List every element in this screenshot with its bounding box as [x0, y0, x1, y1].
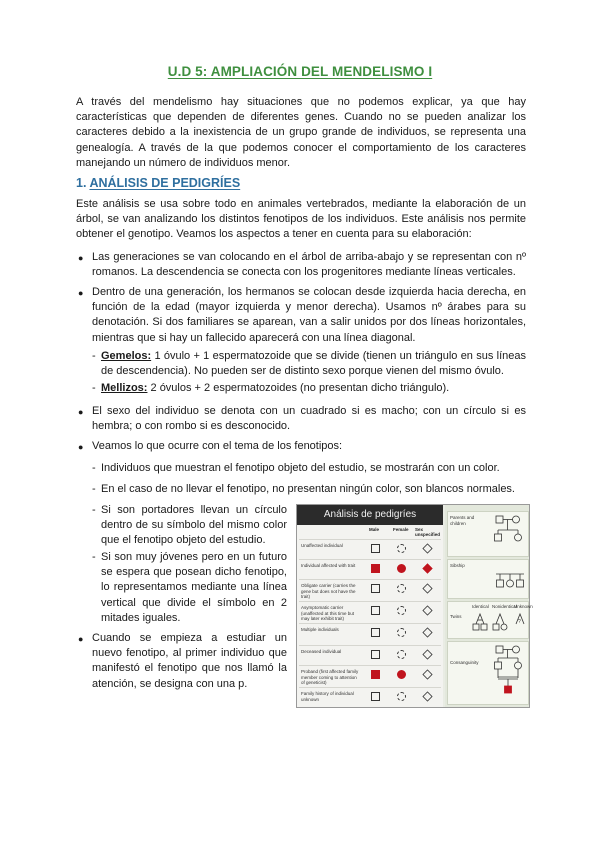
- note-parents: Parents and children: [450, 515, 475, 526]
- consanguinity-box: [447, 641, 529, 705]
- bullet-sex: El sexo del individuo se denota con un cuadrado si es macho; con un círculo si es hembra; o con rombo si es desconocido.: [92, 405, 526, 433]
- parents-box: [447, 511, 529, 557]
- multiple-unknown-icon: [422, 627, 432, 637]
- note-consanguinity: Consanguinity: [450, 660, 479, 665]
- symbol-row: [299, 559, 441, 578]
- note-identical: Identical: [472, 604, 489, 609]
- row-label: Individual affected with trait: [301, 563, 356, 568]
- col-male: Male: [369, 527, 380, 532]
- section-heading: [76, 176, 240, 190]
- bullet-phenotypes: Veamos lo que ocurre con el tema de los fenotipos:: [92, 440, 343, 452]
- dash-marker: -: [92, 551, 96, 563]
- proband-unknown-icon: [422, 669, 432, 679]
- mellizos-label: Mellizos:: [101, 382, 148, 394]
- note-unknown: Unknown: [514, 604, 533, 609]
- phenotype-none: En el caso de no llevar el fenotipo, no presentan ningún color, son blancos normales.: [101, 483, 515, 495]
- affected-male-icon: [371, 564, 380, 573]
- symbol-row: [299, 687, 441, 706]
- carrier-unknown-icon: [422, 583, 432, 593]
- symbol-row: [299, 539, 441, 558]
- dash-marker: -: [92, 504, 96, 516]
- symbol-row: [299, 623, 441, 642]
- row-label: Unaffected individual: [301, 543, 343, 548]
- svg-text:?: ?: [518, 619, 521, 625]
- asymptomatic-female-icon: [397, 606, 406, 615]
- page-title: U.D 5: AMPLIACIÓN DEL MENDELISMO I: [167, 64, 433, 79]
- proband-female-icon: [397, 670, 406, 679]
- dash-marker: -: [92, 483, 96, 495]
- symbol-row: [299, 579, 441, 598]
- symbols-table: [297, 505, 443, 707]
- twins-mellizos: [101, 381, 526, 396]
- unknown-history-male-icon: [371, 692, 380, 701]
- carrier-male-icon: [371, 584, 380, 593]
- twins-diagram-icon: [448, 602, 528, 638]
- bullet-marker: ●: [78, 442, 84, 452]
- affected-unknown-icon: [422, 563, 432, 573]
- unknown-history-unknown-icon: [422, 691, 432, 701]
- unknown-symbol-icon: [422, 543, 432, 553]
- bullet-generations: Las generaciones se van colocando en el árbol de arriba-abajo y se representan con nº romanos. La descendencia se conecta con los progenitores mediante líneas verticales.: [92, 251, 526, 279]
- gemelos-label: Gemelos:: [101, 350, 152, 362]
- row-label: Family history of individual unknown: [301, 691, 354, 702]
- affected-female-icon: [397, 564, 406, 573]
- gemelos-text: 1 óvulo + 1 espermatozoide que se divide (tienen un triángulo en sus líneas de descendencia). No pueden ser de distinto sexo porque vienen del mismo óvulo.: [101, 350, 526, 378]
- bullet-marker: ●: [78, 634, 84, 644]
- note-sibship: Sibship: [450, 563, 465, 568]
- asymptomatic-unknown-icon: [422, 605, 432, 615]
- row-label: Proband (first affected family member coming to attention of geneticist): [301, 669, 359, 685]
- row-label: Asymptomatic carrier (unaffected at this time but may later exhibit trait): [301, 605, 354, 621]
- bullet-siblings: Dentro de una generación, los hermanos se colocan desde izquierda hacia derecha, en función de la edad (mayor izquierda y menor derecha). Usamos nº árabes para su denotación. Si dos familiares se aparean, van a salir unidos por dos líneas horizontales, mientras que si hay un fallecido aparecerá con una línea diagonal.: [92, 286, 526, 344]
- proband-male-icon: [371, 670, 380, 679]
- col-unknown: Sex unspecified: [415, 527, 441, 537]
- sibship-box: [447, 559, 529, 599]
- multiple-male-icon: [371, 628, 380, 637]
- section-intro: Este análisis se usa sobre todo en animales vertebrados, mediante la elaboración de un árbol, se van analizando los distintos fenotipos de los individuos. Este análisis nos permite obtener el genotipo. Veamos los aspectos a tener en cuenta para su elaboración:: [76, 198, 526, 241]
- note-twins: Twins: [450, 614, 462, 619]
- bullet-marker: ●: [78, 407, 84, 417]
- row-label: Deceased individual: [301, 649, 342, 654]
- dash-marker: -: [92, 462, 96, 474]
- twins-box: [447, 601, 533, 639]
- phenotype-carriers: Si son portadores llevan un círculo dentro de su símbolo del mismo color que el fenotipo objeto del estudio.: [101, 504, 287, 547]
- section-title: ANÁLISIS DE PEDIGRÍES: [89, 176, 241, 190]
- phenotype-young: Si son muy jóvenes pero en un futuro se espera que posean dicho fenotipo, lo representamos mediante una línea vertical que divide el símbolo en 2 mitades iguales.: [101, 551, 287, 624]
- figure-title: Análisis de pedigríes: [297, 505, 443, 525]
- deceased-male-icon: [371, 650, 380, 659]
- consanguinity-diagram-icon: [448, 642, 528, 704]
- symbol-row: [299, 645, 441, 664]
- deceased-female-icon: [397, 650, 406, 659]
- symbol-row: [299, 601, 441, 620]
- row-label: Multiple individuals: [301, 627, 339, 632]
- sibship-diagram-icon: [448, 560, 528, 598]
- unknown-history-female-icon: [397, 692, 406, 701]
- asymptomatic-male-icon: [371, 606, 380, 615]
- row-label: Obligate carrier (carries the gene but does not have the trait): [301, 583, 356, 599]
- dash-marker: -: [92, 382, 96, 394]
- phenotype-colored: Individuos que muestran el fenotipo objeto del estudio, se mostrarán con un color.: [101, 462, 500, 474]
- twins-gemelos: [101, 349, 526, 379]
- bullet-proband: Cuando se empieza a estudiar un nuevo fenotipo, al primer individuo que manifestó el fenotipo que nos llamó la atención, se designa con una p.: [92, 632, 287, 690]
- mellizos-text: 2 óvulos + 2 espermatozoides (no presentan dicho triángulo).: [150, 382, 450, 394]
- relationships-panel: [445, 505, 533, 707]
- male-symbol-icon: [371, 544, 380, 553]
- dash-marker: -: [92, 350, 96, 362]
- section-number: 1.: [76, 176, 87, 190]
- bullet-marker: ●: [78, 288, 84, 298]
- parents-diagram-icon: [448, 512, 528, 556]
- bullet-marker: ●: [78, 253, 84, 263]
- intro-paragraph: A través del mendelismo hay situaciones que no podemos explicar, ya que hay características que dependen de diferentes genes. Cuando no se pueden analizar los caracteres debido a la inexistencia de un grupo grande de individuos, se representa una genealogía. A través de la que podemos conocer el comportamiento de los caracteres manejando un número de individuos menor.: [76, 96, 526, 169]
- note-nonidentical: Nonidentical: [492, 604, 517, 609]
- pedigree-symbols-figure: [296, 504, 533, 708]
- symbol-row: [299, 665, 441, 684]
- col-female: Female: [393, 527, 409, 532]
- deceased-unknown-icon: [422, 649, 432, 659]
- female-symbol-icon: [397, 544, 406, 553]
- carrier-female-icon: [397, 584, 406, 593]
- multiple-female-icon: [397, 628, 406, 637]
